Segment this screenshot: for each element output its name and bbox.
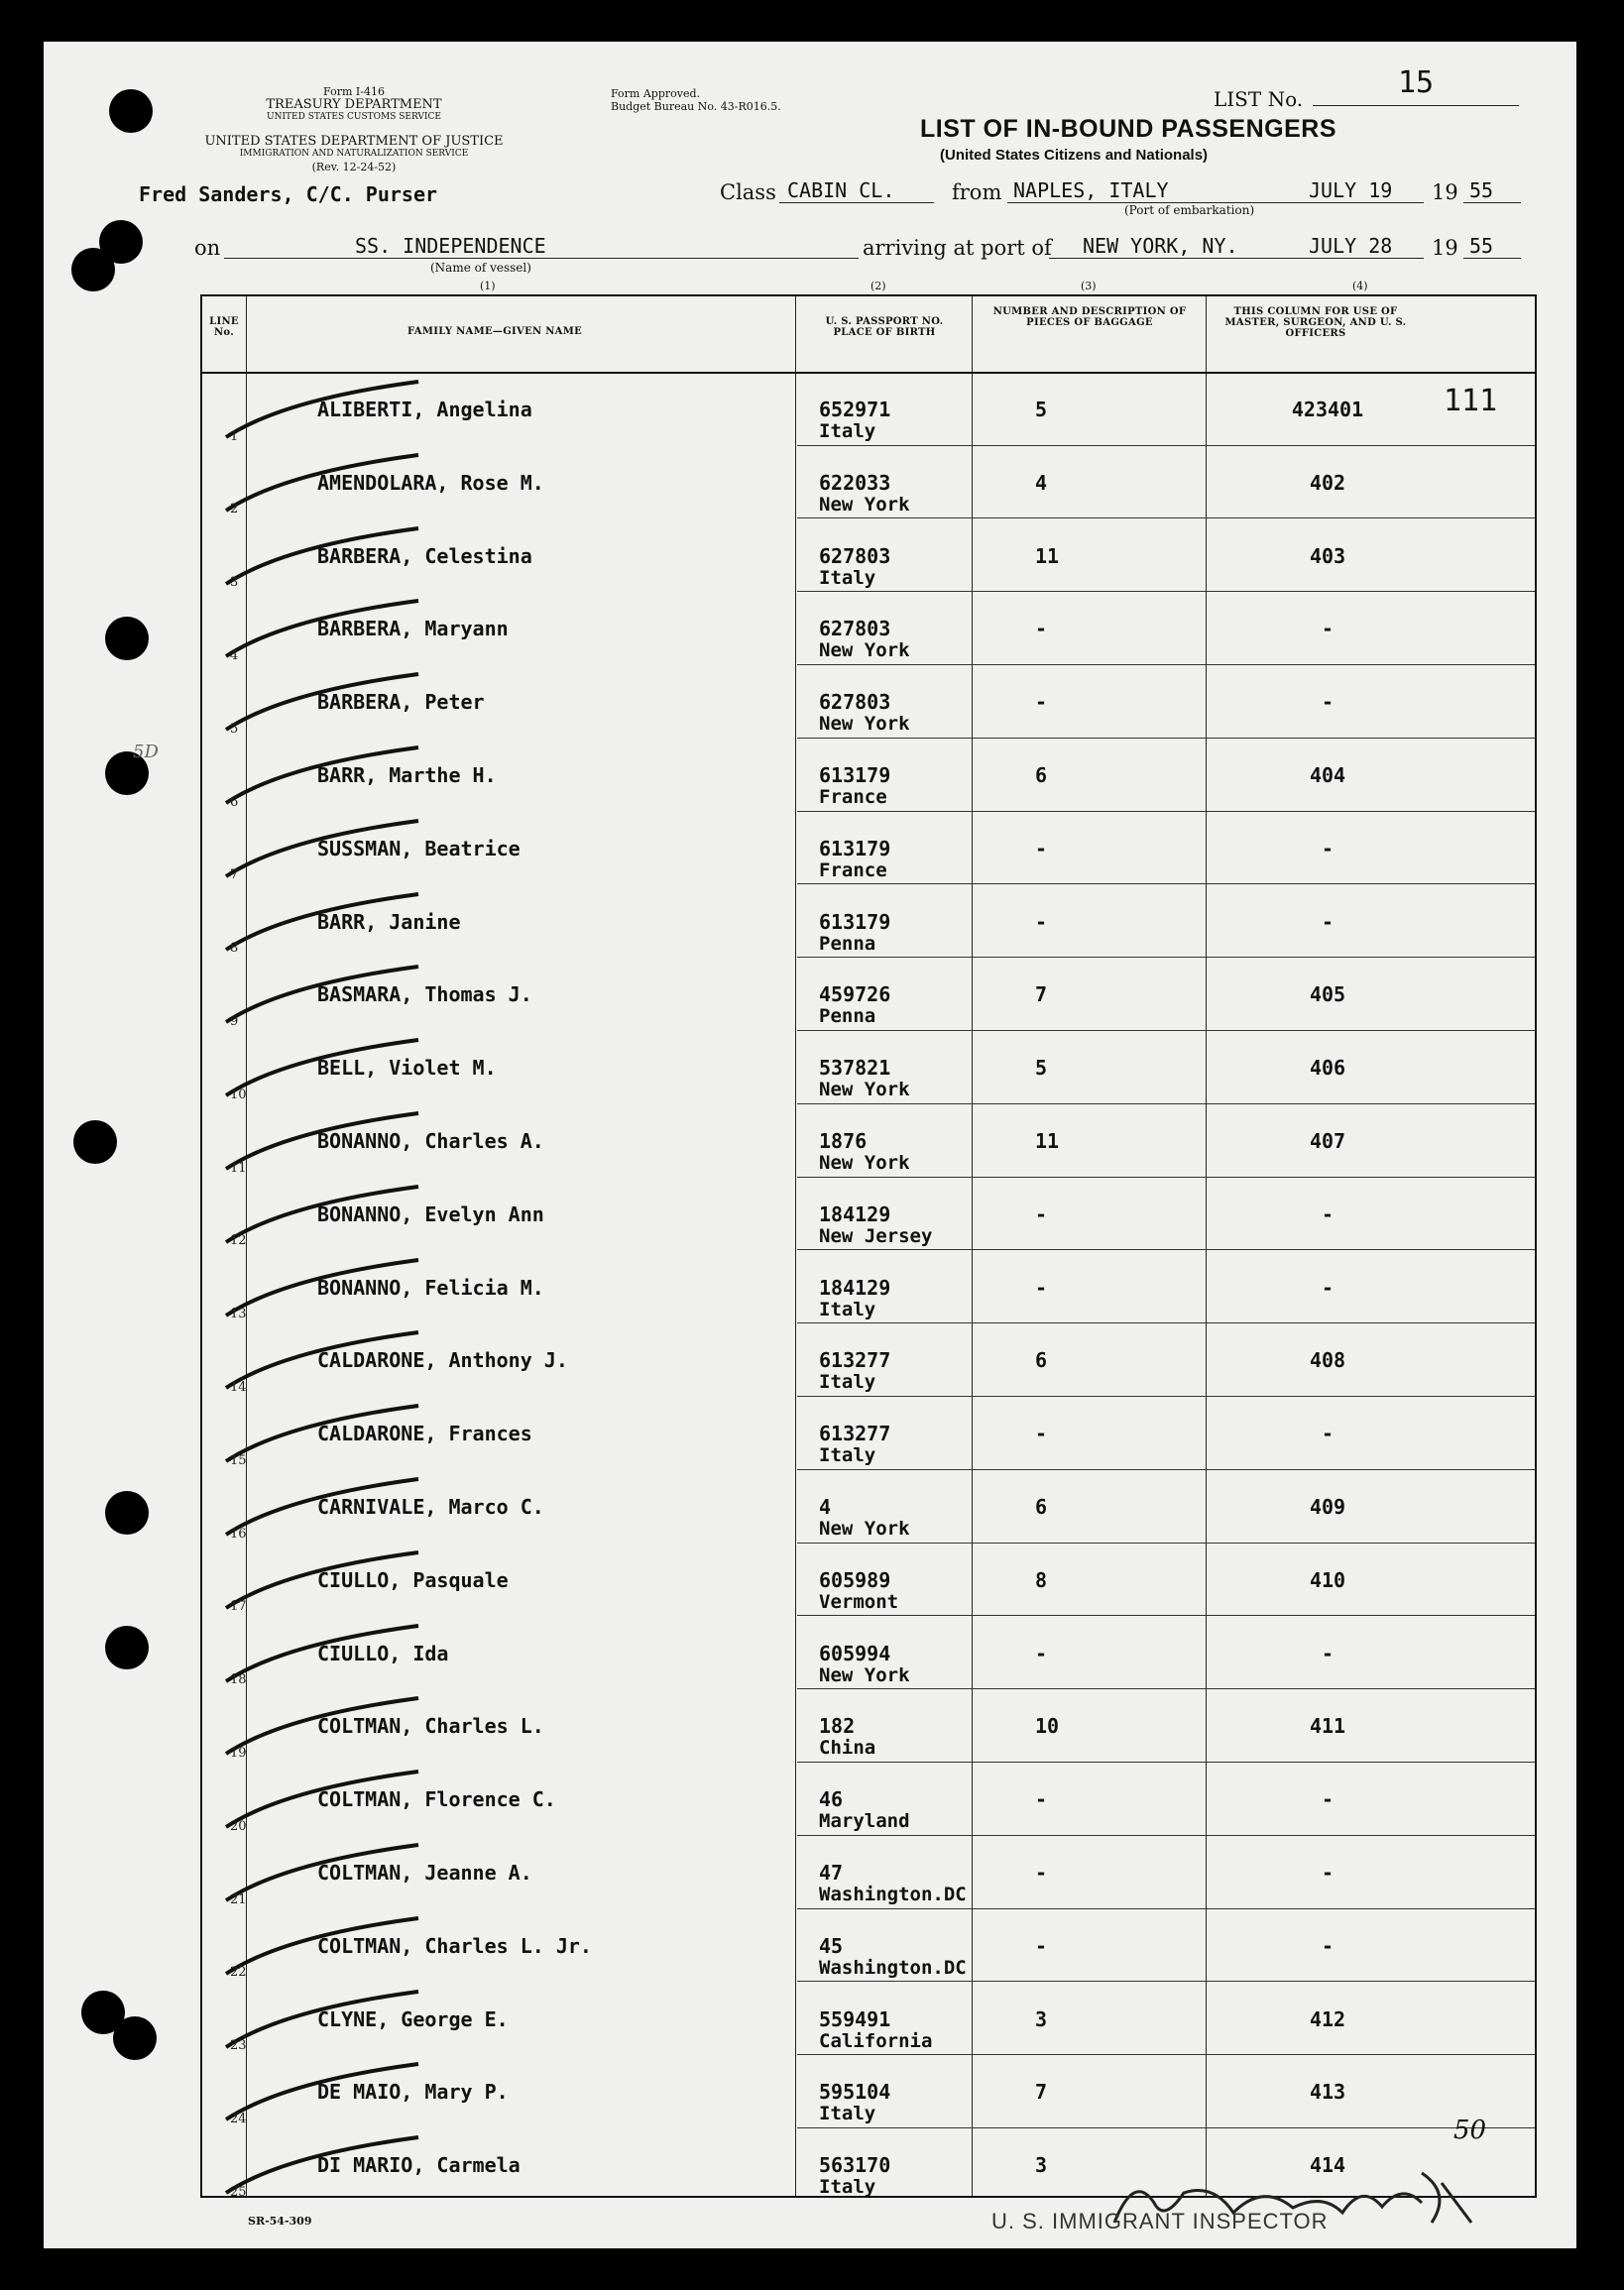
table-row [202, 1469, 1535, 1544]
place-of-birth: New York [819, 493, 910, 515]
line-number: 9 [230, 1013, 239, 1029]
line-number: 5 [230, 721, 239, 737]
passenger-name: CARNIVALE, Marco C. [317, 1495, 544, 1519]
passport-number: 45 [819, 1933, 844, 1958]
baggage-count: 7 [1035, 2080, 1048, 2105]
table-row [202, 957, 1535, 1031]
table-row [202, 1616, 1535, 1690]
line-number: 12 [230, 1233, 247, 1249]
passenger-name: DI MARIO, Carmela [317, 2153, 521, 2178]
col-number-4: (4) [1352, 280, 1368, 292]
place-of-birth: China [819, 1737, 876, 1760]
passenger-name: AMENDOLARA, Rose M. [317, 470, 544, 495]
officer-number: - [1321, 1861, 1334, 1885]
officer-number: - [1321, 1275, 1334, 1300]
punch-hole [109, 89, 153, 133]
embark-date: JULY 19 [1309, 178, 1393, 202]
header-line-no: LINE No. [209, 316, 239, 338]
place-of-birth: New York [819, 1079, 910, 1101]
baggage-count: 11 [1035, 1129, 1060, 1153]
margin-note: 5D [133, 742, 159, 762]
line-number: 3 [230, 575, 239, 591]
passenger-table [133, 294, 1537, 2200]
line-number: 10 [230, 1087, 247, 1102]
arrival-underline [1049, 258, 1424, 259]
baggage-count: - [1035, 1641, 1048, 1665]
passport-number: 1876 [819, 1129, 868, 1153]
embark-year-underline [1463, 202, 1521, 203]
vessel-caption: (Name of vessel) [430, 261, 531, 275]
officer-number: 406 [1309, 1056, 1346, 1081]
table-row [202, 1177, 1535, 1251]
passport-number: 627803 [819, 543, 891, 568]
line-number: 4 [230, 647, 239, 663]
list-underline [1313, 105, 1519, 106]
table-row [202, 1103, 1535, 1178]
table-row [202, 591, 1535, 665]
table-row [202, 518, 1535, 593]
passenger-name: CIULLO, Pasquale [317, 1567, 509, 1592]
passport-number: 605994 [819, 1641, 891, 1665]
passenger-name: BARBERA, Celestina [317, 543, 532, 568]
passenger-name: CLYNE, George E. [317, 2006, 509, 2031]
line-number: 13 [230, 1307, 247, 1322]
passenger-name: COLTMAN, Charles L. [317, 1714, 544, 1739]
arrival-year: 55 [1469, 234, 1494, 258]
col-number-1: (1) [480, 280, 496, 292]
form-code: SR-54-309 [248, 2215, 312, 2228]
baggage-count: - [1035, 909, 1048, 934]
passenger-name: BONANNO, Charles A. [317, 1129, 544, 1153]
place-of-birth: Vermont [819, 1590, 899, 1613]
passport-number: 182 [819, 1714, 856, 1739]
passenger-name: BARBERA, Peter [317, 690, 485, 715]
passport-number: 595104 [819, 2080, 891, 2105]
approval-block [611, 87, 781, 113]
baggage-count: 3 [1035, 2006, 1048, 2031]
place-of-birth: Italy [819, 1298, 876, 1320]
passport-number: 459726 [819, 982, 891, 1007]
table-row [202, 1030, 1535, 1104]
passport-number: 47 [819, 1861, 844, 1885]
place-of-birth: Maryland [819, 1810, 910, 1833]
passport-number: 563170 [819, 2153, 891, 2178]
table-row [133, 738, 1535, 812]
line-number: 24 [230, 2111, 247, 2126]
baggage-count: - [1035, 1933, 1048, 1958]
table-row [202, 445, 1535, 519]
place-of-birth: France [819, 786, 887, 808]
passenger-name: BARR, Janine [317, 909, 461, 934]
table-row [202, 1762, 1535, 1836]
embark-year: 55 [1469, 178, 1494, 202]
table-row [202, 884, 1535, 959]
place-of-birth: Washington.DC [819, 1884, 967, 1905]
form-number: Form I-416 [323, 85, 385, 98]
officer-number: 410 [1309, 1567, 1346, 1592]
place-of-birth: Italy [819, 566, 876, 589]
place-of-birth: Italy [819, 1371, 876, 1394]
place-of-birth: Penna [819, 932, 876, 955]
vessel-underline [224, 258, 859, 259]
class-underline [779, 202, 934, 203]
passenger-name: BELL, Violet M. [317, 1056, 497, 1081]
baggage-count: 3 [1035, 2153, 1048, 2178]
line-number: 17 [230, 1599, 247, 1615]
officer-number: 403 [1309, 543, 1346, 568]
baggage-count: - [1035, 1861, 1048, 1885]
passport-number: 46 [819, 1787, 844, 1812]
place-of-birth: New York [819, 713, 910, 736]
passport-number: 652971 [819, 398, 891, 421]
table-row [202, 1543, 1535, 1617]
baggage-count: - [1035, 836, 1048, 860]
table-header [202, 296, 1535, 374]
passenger-name: BARBERA, Maryann [317, 617, 509, 641]
header-family-name: FAMILY NAME—GIVEN NAME [406, 326, 583, 337]
officer-number: 402 [1309, 470, 1346, 495]
line-number: 15 [230, 1452, 247, 1468]
embark-port: NAPLES, ITALY [1013, 178, 1169, 202]
first-row-note: 111 [1444, 384, 1498, 418]
officer-number: - [1321, 690, 1334, 715]
passport-number: 613179 [819, 836, 891, 860]
line-number: 8 [230, 941, 239, 957]
passport-number: 4 [819, 1495, 832, 1519]
list-label: LIST No. [1214, 87, 1304, 111]
passenger-name: COLTMAN, Florence C. [317, 1787, 556, 1812]
arriving-label: arriving at port of [863, 236, 1052, 260]
place-of-birth: New York [819, 1663, 910, 1686]
passenger-name: BONANNO, Evelyn Ann [317, 1202, 544, 1226]
table-row [202, 372, 1535, 446]
officer-number: - [1321, 1933, 1334, 1958]
passenger-name: COLTMAN, Jeanne A. [317, 1861, 532, 1885]
officer-number: 408 [1309, 1348, 1346, 1373]
purser-signature: Fred Sanders, C/C. Purser [139, 182, 438, 206]
corner-note: 50 [1453, 2116, 1487, 2146]
table-row [202, 1250, 1535, 1324]
header-officers: THIS COLUMN FOR USE OF MASTER, SURGEON, AND U. S. OFFICERS [1224, 306, 1407, 339]
line-number: 20 [230, 1818, 247, 1834]
page-subtitle: (United States Citizens and Nationals) [940, 147, 1209, 164]
treasury-label: TREASURY DEPARTMENT [266, 97, 442, 112]
from-label: from [952, 180, 1002, 204]
officer-number: 411 [1309, 1714, 1346, 1739]
officer-number: - [1321, 1422, 1334, 1446]
line-number: 19 [230, 1745, 247, 1761]
place-of-birth: France [819, 859, 887, 881]
arrival-date: JULY 28 [1309, 234, 1393, 258]
punch-hole [71, 248, 115, 291]
passenger-name: COLTMAN, Charles L. Jr. [317, 1933, 592, 1958]
list-number: 15 [1398, 65, 1435, 100]
line-number: 18 [230, 1672, 247, 1688]
baggage-count: 10 [1035, 1714, 1060, 1739]
table-row [202, 2054, 1535, 2128]
baggage-count: 6 [1035, 763, 1048, 787]
approved-label: Form Approved. [611, 87, 701, 100]
place-of-birth: Italy [819, 1444, 876, 1467]
passport-number: 613277 [819, 1348, 891, 1373]
passenger-name: DE MAIO, Mary P. [317, 2080, 509, 2105]
passport-number: 184129 [819, 1202, 891, 1226]
passport-number: 605989 [819, 1567, 891, 1592]
line-number: 25 [230, 2184, 247, 2200]
manifest-page [44, 42, 1576, 2248]
place-of-birth: California [819, 2029, 933, 2052]
officer-number: 412 [1309, 2006, 1346, 2031]
place-of-birth: Washington.DC [819, 1956, 967, 1979]
place-of-birth: New York [819, 639, 910, 662]
table-row [202, 1322, 1535, 1397]
baggage-count: 5 [1035, 398, 1048, 421]
table-row [202, 664, 1535, 739]
revision-label: (Rev. 12-24-52) [311, 161, 397, 173]
passport-number: 537821 [819, 1056, 891, 1081]
passenger-name: CALDARONE, Anthony J. [317, 1348, 568, 1373]
officer-number: 407 [1309, 1129, 1346, 1153]
embark-caption: (Port of embarkation) [1124, 203, 1255, 217]
officer-number: - [1321, 617, 1334, 641]
baggage-count: - [1035, 617, 1048, 641]
place-of-birth: New York [819, 1518, 910, 1540]
punch-hole [113, 2016, 157, 2060]
punch-hole [105, 617, 149, 660]
officer-number: 413 [1309, 2080, 1346, 2105]
punch-hole [105, 1626, 149, 1669]
line-number: 23 [230, 2038, 247, 2054]
col-number-2: (2) [870, 280, 886, 292]
col-number-3: (3) [1081, 280, 1097, 292]
place-of-birth: Italy [819, 2103, 876, 2125]
place-of-birth: New York [819, 1152, 910, 1174]
passport-number: 627803 [819, 617, 891, 641]
line-number: 11 [230, 1160, 247, 1176]
header-baggage: NUMBER AND DESCRIPTION OF PIECES OF BAGGAGE [992, 306, 1187, 328]
passenger-name: BONANNO, Felicia M. [317, 1275, 544, 1300]
place-of-birth: Penna [819, 1005, 876, 1028]
justice-block [192, 135, 516, 173]
class-label: Class [720, 180, 776, 204]
passport-number: 613179 [819, 763, 891, 787]
passport-number: 622033 [819, 470, 891, 495]
baggage-count: 5 [1035, 1056, 1048, 1081]
officer-number: 414 [1309, 2153, 1346, 2178]
baggage-count: - [1035, 1202, 1048, 1226]
baggage-count: 7 [1035, 982, 1048, 1007]
place-of-birth: New Jersey [819, 1224, 933, 1247]
table-row [202, 811, 1535, 885]
baggage-count: 4 [1035, 470, 1048, 495]
justice-label: UNITED STATES DEPARTMENT OF JUSTICE [204, 134, 504, 149]
line-number: 21 [230, 1891, 247, 1907]
line-number: 22 [230, 1965, 247, 1981]
passport-number: 559491 [819, 2006, 891, 2031]
passenger-name: SUSSMAN, Beatrice [317, 836, 521, 860]
table-row [202, 1908, 1535, 1983]
officer-number: - [1321, 1202, 1334, 1226]
line-number: 2 [230, 502, 239, 517]
place-of-birth: Italy [819, 420, 876, 442]
line-number: 14 [230, 1379, 247, 1395]
embark-year-prefix: 19 [1432, 180, 1458, 204]
ins-label: IMMIGRATION AND NATURALIZATION SERVICE [239, 149, 469, 159]
on-label: on [194, 236, 221, 260]
arrival-year-underline [1463, 258, 1521, 259]
baggage-count: 8 [1035, 1567, 1048, 1592]
baggage-count: - [1035, 690, 1048, 715]
officer-number: 405 [1309, 982, 1346, 1007]
passenger-name: CALDARONE, Frances [317, 1422, 532, 1446]
passport-number: 627803 [819, 690, 891, 715]
customs-label: UNITED STATES CUSTOMS SERVICE [267, 112, 441, 122]
line-number: 7 [230, 867, 239, 883]
line-number: 1 [230, 428, 239, 444]
baggage-count: - [1035, 1787, 1048, 1812]
officer-number: - [1321, 836, 1334, 860]
officer-number: - [1321, 1641, 1334, 1665]
place-of-birth: Italy [819, 2176, 876, 2199]
passenger-name: CIULLO, Ida [317, 1641, 449, 1665]
baggage-count: 11 [1035, 543, 1060, 568]
passenger-name: BASMARA, Thomas J. [317, 982, 532, 1007]
baggage-count: - [1035, 1422, 1048, 1446]
passport-number: 184129 [819, 1275, 891, 1300]
agency-block [200, 85, 508, 124]
table-row [202, 1396, 1535, 1470]
officer-number: - [1321, 909, 1334, 934]
passport-number: 613277 [819, 1422, 891, 1446]
baggage-count: 6 [1035, 1348, 1048, 1373]
officer-number: 423401 [1291, 398, 1364, 421]
inspector-label: U. S. IMMIGRANT INSPECTOR [991, 2209, 1329, 2233]
baggage-count: - [1035, 1275, 1048, 1300]
page-title: LIST OF IN-BOUND PASSENGERS [920, 115, 1337, 143]
table-body [133, 372, 1535, 2200]
budget-label: Budget Bureau No. 43-R016.5. [611, 100, 781, 113]
punch-hole [73, 1120, 117, 1164]
passenger-name: BARR, Marthe H. [317, 763, 497, 787]
passenger-name: ALIBERTI, Angelina [317, 398, 532, 421]
arrival-year-prefix: 19 [1432, 236, 1458, 260]
table-row [202, 1835, 1535, 1909]
table-row [202, 1982, 1535, 2056]
officer-number: - [1321, 1787, 1334, 1812]
line-number: 16 [230, 1526, 247, 1542]
passport-number: 613179 [819, 909, 891, 934]
punch-hole [105, 1491, 149, 1535]
officer-number: 409 [1309, 1495, 1346, 1519]
line-number: 6 [230, 794, 239, 810]
baggage-count: 6 [1035, 1495, 1048, 1519]
class-value: CABIN CL. [787, 178, 895, 202]
officer-number: 404 [1309, 763, 1346, 787]
arrival-port: NEW YORK, NY. [1083, 234, 1238, 258]
table-row [202, 1688, 1535, 1763]
header-passport: U. S. PASSPORT NO. PLACE OF BIRTH [825, 316, 944, 338]
vessel-name: SS. INDEPENDENCE [355, 234, 546, 258]
